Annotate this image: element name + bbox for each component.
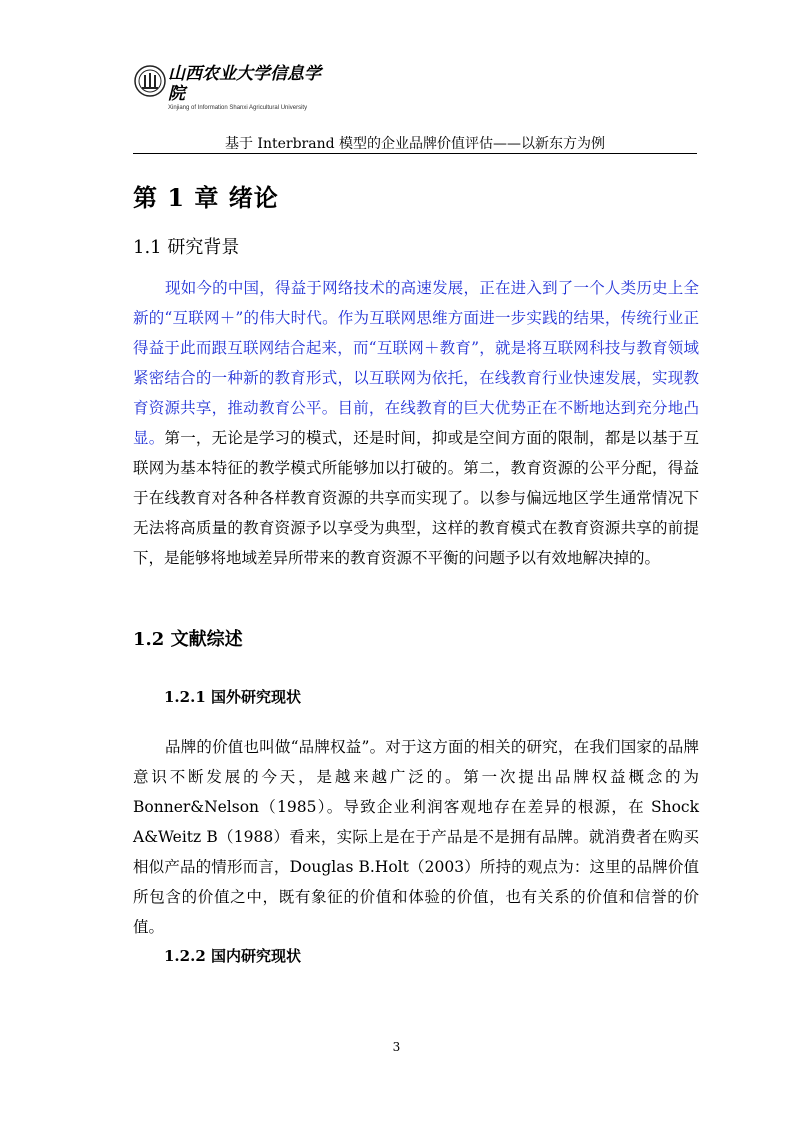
- subsection-heading-1-2-1: 1.2.1 国外研究现状: [164, 688, 301, 706]
- section-heading-1-2: 1.2 文献综述: [133, 629, 243, 650]
- emblem-icon: [134, 64, 166, 98]
- university-logo: [134, 64, 324, 111]
- chapter-title: 第 1 章 绪论: [133, 183, 279, 212]
- logo-lettering: [168, 64, 324, 111]
- paragraph-background-part-3: 第一，无论是学习的模式，还是时间，抑或是空间方面的限制，都是以基于互联网为基本特征的教学模式所能够加以打破的。第二，教育资源的公平分配，得益于在线教育对各种各样教育资源的共享而实现了。以参与偏远地区学生通常情况下无法将高质量的教育资源予以享受为典型，这样的教育模式在教育资源共享的前提下，是能够将地域差异所带来的教育资源不平衡的问题予以有效地解决掉的。: [133, 429, 699, 567]
- section-heading-1-1: 1.1 研究背景: [133, 237, 240, 258]
- logo-name: 山西农业大学信息学院: [168, 64, 321, 104]
- paragraph-background-part-2: 目前，在线教育的巨大优势正在不断地达到充分地凸显。: [133, 399, 699, 447]
- logo-english: Xinjiang of Information Shanxi Agricultural University: [168, 105, 308, 111]
- paragraph-background: [133, 273, 699, 573]
- header-divider: [133, 153, 697, 154]
- paragraph-foreign-research: 品牌的价值也叫做“品牌权益”。对于这方面的相关的研究，在我们国家的品牌意识不断发展的今天，是越来越广泛的。第一次提出品牌权益概念的为Bonner&Nelson（1985）。导致企业利润客观地存在差异的根源，在 Shock A&Weitz B（1988）看来，实际上是在于产品是不是拥有品牌。就消费者在购买相似产品的情形而言，Douglas B.Holt（2003）所持的观点为：这里的品牌价值所包含的价值之中，既有象征的价值和体验的价值，也有关系的价值和信誉的价值。: [133, 738, 699, 936]
- paragraph-background-part-1: 现如今的中国，得益于网络技术的高速发展，正在进入到了一个人类历史上全新的“互联网＋”的伟大时代。作为互联网思维方面进一步实践的结果，传统行业正得益于此而跟互联网结合起来，而“互联网＋教育”，就是将互联网科技与教育领域紧密结合的一种新的教育形式，以互联网为依托，在线教育行业快速发展，实现教育资源共享，推动教育公平。: [133, 279, 699, 417]
- running-header-title: 基于 Interbrand 模型的企业品牌价值评估——以新东方为例: [224, 136, 606, 152]
- page-number: 3: [392, 1040, 401, 1054]
- subsection-heading-1-2-2: 1.2.2 国内研究现状: [164, 947, 301, 965]
